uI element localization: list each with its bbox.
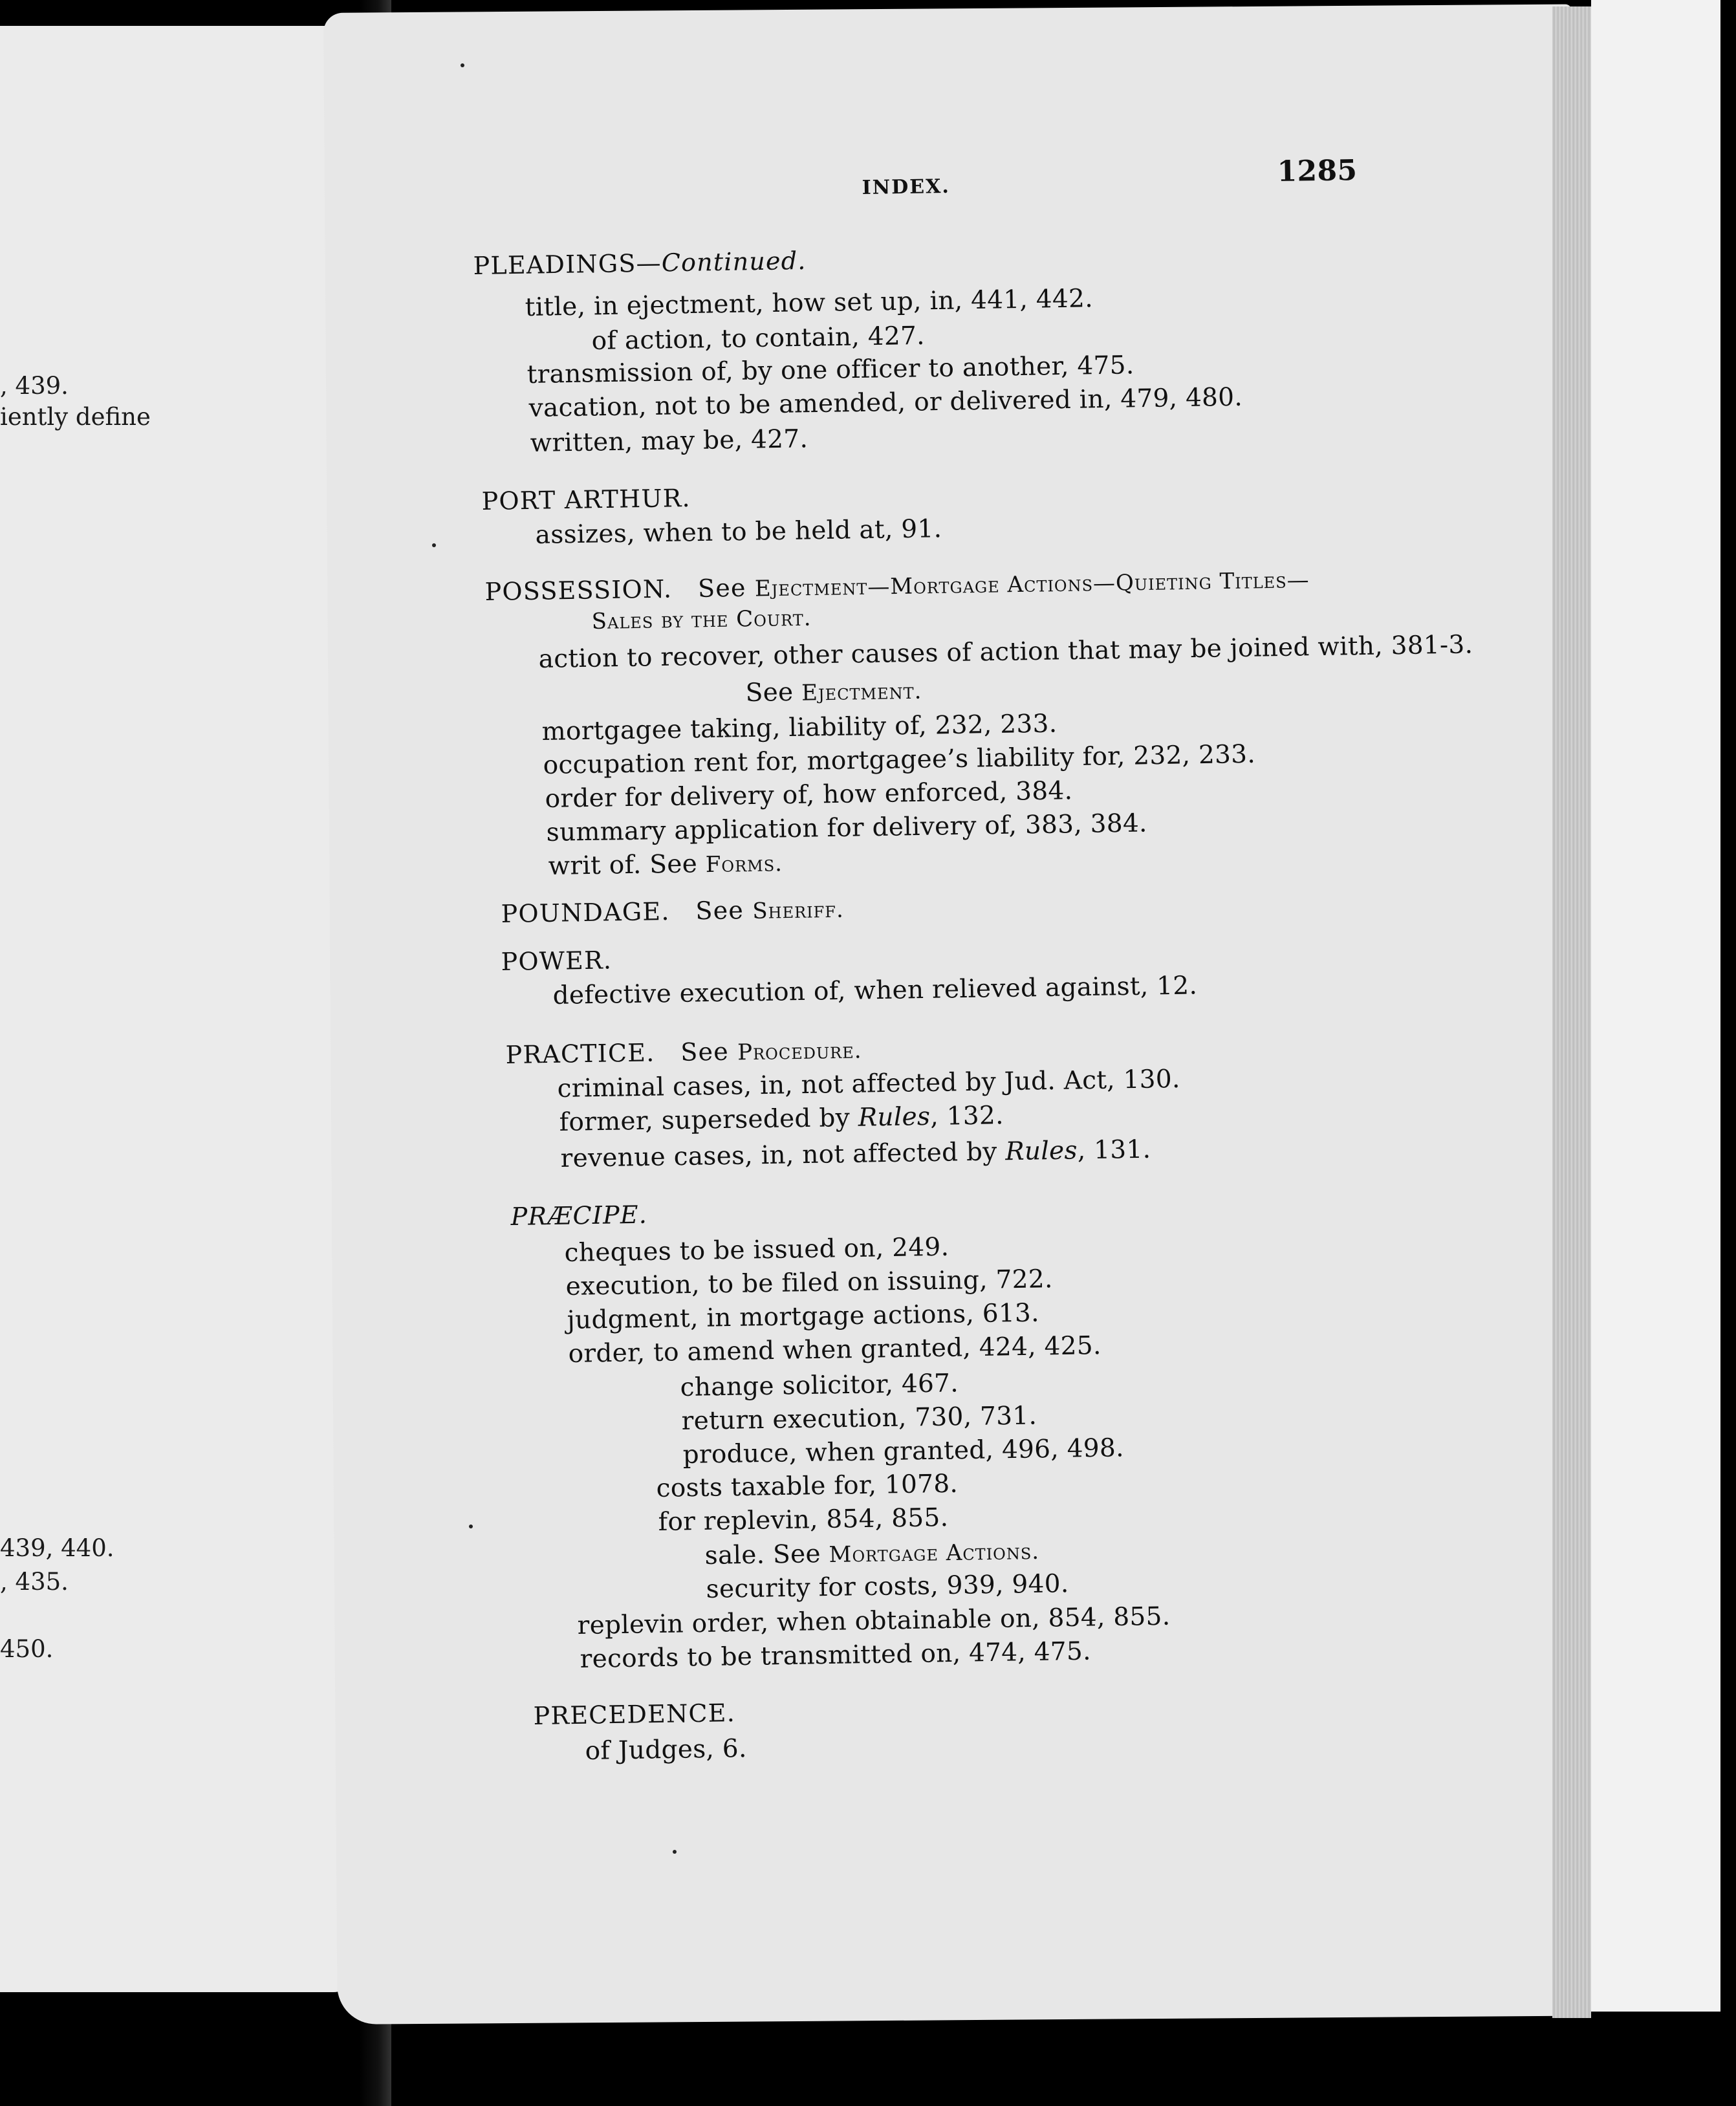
subentry: transmission of, by one officer to another, 475. xyxy=(526,351,1134,389)
cross-reference: Ejectment—Mortgage Actions—Quieting Titles— xyxy=(754,567,1310,602)
subentry: writ of. See Forms. xyxy=(548,849,783,881)
entry-heading-power: POWER. xyxy=(501,946,613,976)
entry-heading-port-arthur: PORT ARTHUR. xyxy=(481,483,691,516)
subentry: criminal cases, in, not affected by Jud. Act, 130. xyxy=(557,1064,1181,1103)
subentry: security for costs, 939, 940. xyxy=(706,1569,1069,1604)
running-head: INDEX. xyxy=(862,175,951,199)
speck xyxy=(673,1850,677,1854)
subentry: title, in ejectment, how set up, in, 441, 442. xyxy=(525,284,1094,322)
subentry: occupation rent for, mortgagee’s liability for, 232, 233. xyxy=(543,739,1256,780)
subentry: vacation, not to be amended, or delivered in, 479, 480. xyxy=(528,382,1243,423)
speck xyxy=(432,543,436,547)
subentry: cheques to be issued on, 249. xyxy=(564,1232,949,1268)
subentry: assizes, when to be held at, 91. xyxy=(535,514,942,550)
entry-heading-poundage: POUNDAGE. See Sheriff. xyxy=(501,896,845,928)
subentry: mortgagee taking, liability of, 232, 233. xyxy=(541,709,1058,746)
entry-heading-possession: POSSESSION. See Ejectment—Mortgage Actions—Quieting Titles— xyxy=(484,567,1310,606)
subentry: action to recover, other causes of action that may be joined with, 381-3. xyxy=(538,630,1473,674)
subentry: sale. See Mortgage Actions. xyxy=(704,1538,1040,1570)
entry-heading-practice: PRACTICE. See Procedure. xyxy=(505,1037,862,1069)
subentry: written, may be, 427. xyxy=(530,424,808,458)
subentry: costs taxable for, 1078. xyxy=(656,1469,959,1503)
subentry: former, superseded by Rules, 132. xyxy=(559,1101,1004,1137)
subentry: order for delivery of, how enforced, 384. xyxy=(545,776,1073,814)
subentry: of Judges, 6. xyxy=(585,1734,748,1766)
subentry: summary application for delivery of, 383, 384. xyxy=(546,809,1148,847)
page-margin-strip xyxy=(1591,0,1720,2012)
page-edges xyxy=(1552,6,1591,2018)
subentry: replevin order, when obtainable on, 854, 855. xyxy=(577,1601,1171,1640)
subentry: produce, when granted, 496, 498. xyxy=(682,1433,1125,1470)
speck xyxy=(469,1525,473,1528)
continued-label: Continued. xyxy=(661,246,807,277)
subentry: records to be transmitted on, 474, 475. xyxy=(580,1636,1092,1674)
subentry: judgment, in mortgage actions, 613. xyxy=(567,1298,1040,1335)
entry-heading-praecipe: PRÆCIPE. xyxy=(510,1200,648,1231)
subentry: change solicitor, 467. xyxy=(680,1369,959,1402)
subentry: order, to amend when granted, 424, 425. xyxy=(568,1331,1101,1369)
facing-page-fragment: , 435. xyxy=(0,1568,69,1596)
subentry: revenue cases, in, not affected by Rules, 131. xyxy=(560,1134,1151,1173)
entry-heading-pleadings: PLEADINGS—Continued. xyxy=(473,246,807,280)
subentry: execution, to be filed on issuing, 722. xyxy=(565,1265,1053,1301)
subentry: of action, to contain, 427. xyxy=(591,321,926,356)
see-also: See Ejectment. xyxy=(745,677,922,708)
facing-page-fragment: iently define xyxy=(0,403,151,431)
cross-reference: Sales by the Court. xyxy=(591,605,812,635)
facing-page xyxy=(0,26,359,1992)
facing-page-fragment: 439, 440. xyxy=(0,1534,114,1562)
subentry: return execution, 730, 731. xyxy=(681,1401,1037,1436)
facing-page-fragment: , 439. xyxy=(0,372,69,400)
entry-heading-precedence: PRECEDENCE. xyxy=(533,1699,736,1730)
speck xyxy=(461,63,464,67)
subentry: defective execution of, when relieved against, 12. xyxy=(552,971,1198,1010)
subentry: for replevin, 854, 855. xyxy=(658,1503,949,1537)
facing-page-fragment: 450. xyxy=(0,1635,54,1663)
page-number: 1285 xyxy=(1277,154,1358,188)
